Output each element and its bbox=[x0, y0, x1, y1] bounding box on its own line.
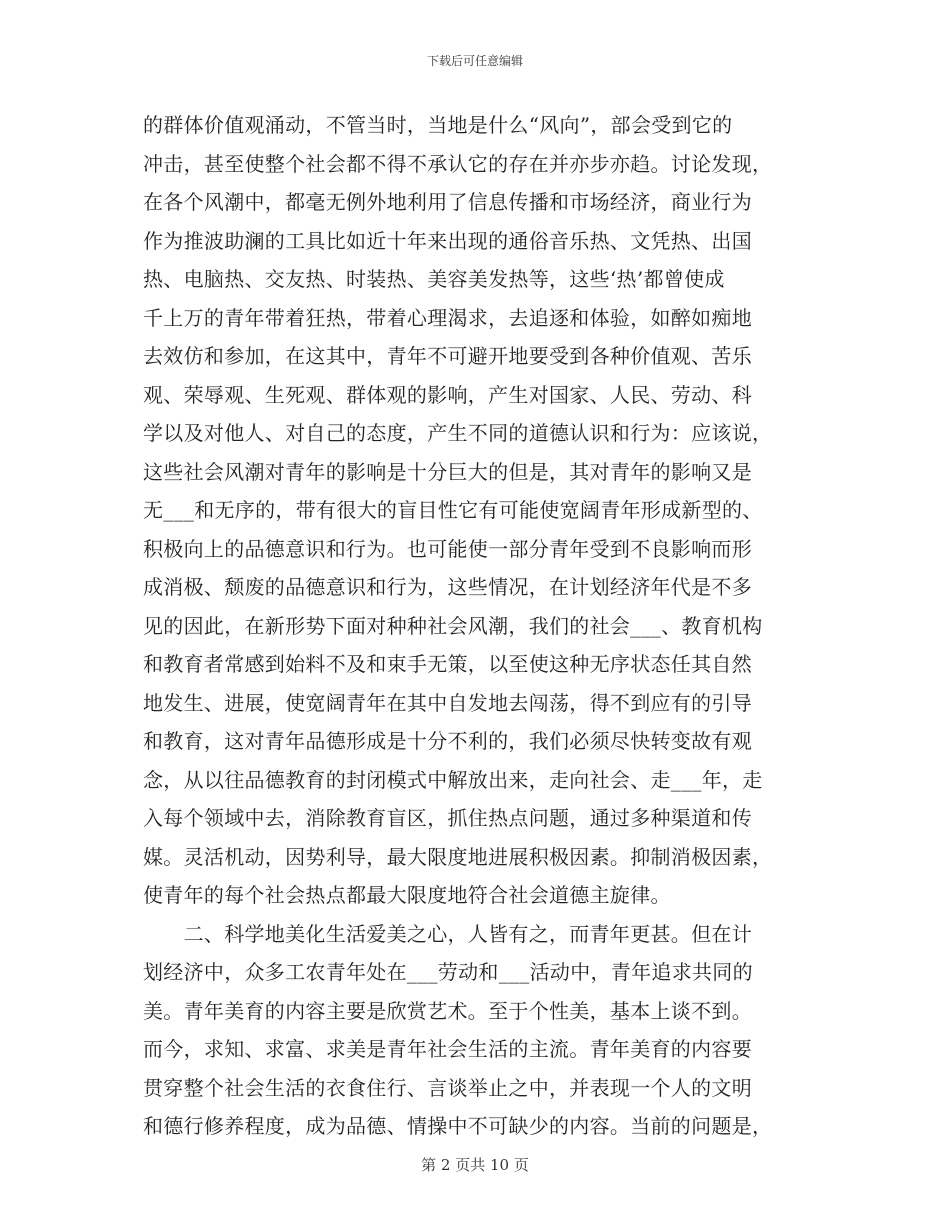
body-line: 而今，求知、求富、求美是青年社会生活的主流。青年美育的内容要 bbox=[143, 1037, 752, 1061]
body-line: 的群体价值观涌动，不管当时，当地是什么“风向”，部会受到它的 bbox=[143, 113, 733, 137]
body-line: 冲击，甚至使整个社会都不得不承认它的存在并亦步亦趋。讨论发现， bbox=[143, 151, 773, 176]
body-line: 贯穿整个社会生活的衣食住行、言谈举止之中，并表现一个人的文明 bbox=[143, 1075, 752, 1100]
body-line: 使青年的每个社会热点都最大限度地符合社会道德主旋律。 bbox=[143, 883, 671, 907]
body-line: 美。青年美育的内容主要是欣赏艺术。至于个性美，基本上谈不到。 bbox=[143, 998, 752, 1023]
body-line: 积极向上的品德意识和行为。也可能使一部分青年受到不良影响而形 bbox=[143, 536, 752, 561]
body-line: 地发生、进展，使宽阔青年在其中自发地去闯荡，得不到应有的引导 bbox=[143, 690, 752, 715]
body-line: 成消极、颓废的品德意识和行为，这些情况，在计划经济年代是不多 bbox=[143, 575, 752, 599]
body-line: 和教育者常感到始料不及和束手无策，以至使这种无序状态任其自然 bbox=[143, 652, 752, 676]
body-line: 无___和无序的，带有很大的盲目性它有可能使宽阔青年形成新型的、 bbox=[143, 498, 763, 522]
body-line: 媒。灵活机动，因势利导，最大限度地进展积极因素。抑制消极因素， bbox=[143, 844, 773, 869]
body-line: 热、电脑热、交友热、时装热、美容美发热等，这些‘热’都曾使成 bbox=[143, 267, 725, 291]
body-line: 和德行修养程度，成为品德、情操中不可缺少的内容。当前的问题是， bbox=[143, 1114, 773, 1138]
body-line: 念，从以往品德教育的封闭模式中解放出来，走向社会、走___年，走 bbox=[143, 767, 763, 792]
body-line: 作为推波助澜的工具比如近十年来出现的通俗音乐热、文凭热、出国 bbox=[143, 228, 752, 253]
body-line: 千上万的青年带着狂热，带着心理渴求，去追逐和体验，如醉如痴地 bbox=[143, 305, 752, 330]
body-line: 观、荣辱观、生死观、群体观的影响，产生对国家、人民、劳动、科 bbox=[143, 382, 752, 407]
body-line: 划经济中，众多工农青年处在___劳动和___活动中，青年追求共同的 bbox=[143, 960, 753, 984]
document-body bbox=[143, 106, 815, 1146]
body-line: 见的因此，在新形势下面对种种社会风潮，我们的社会___、教育机构 bbox=[143, 613, 763, 638]
body-line: 去效仿和参加，在这其中，青年不可避开地要受到各种价值观、苦乐 bbox=[143, 344, 752, 368]
page-number-footer: 第 2 页共 10 页 bbox=[421, 1156, 529, 1174]
body-line: 入每个领域中去，消除教育盲区，抓住热点问题，通过多种渠道和传 bbox=[143, 806, 752, 830]
body-line: 二、科学地美化生活爱美之心，人皆有之，而青年更甚。但在计 bbox=[143, 921, 752, 946]
body-line: 这些社会风潮对青年的影响是十分巨大的但是，其对青年的影响又是 bbox=[143, 459, 752, 484]
page-header-note: 下载后可任意编辑 bbox=[426, 54, 523, 68]
body-line: 和教育，这对青年品德形成是十分不利的，我们必须尽快转变故有观 bbox=[143, 729, 752, 753]
body-line: 学以及对他人、对自己的态度，产生不同的道德认识和行为：应该说， bbox=[143, 421, 773, 445]
body-line: 在各个风潮中，都毫无例外地利用了信息传播和市场经济，商业行为 bbox=[143, 190, 752, 214]
